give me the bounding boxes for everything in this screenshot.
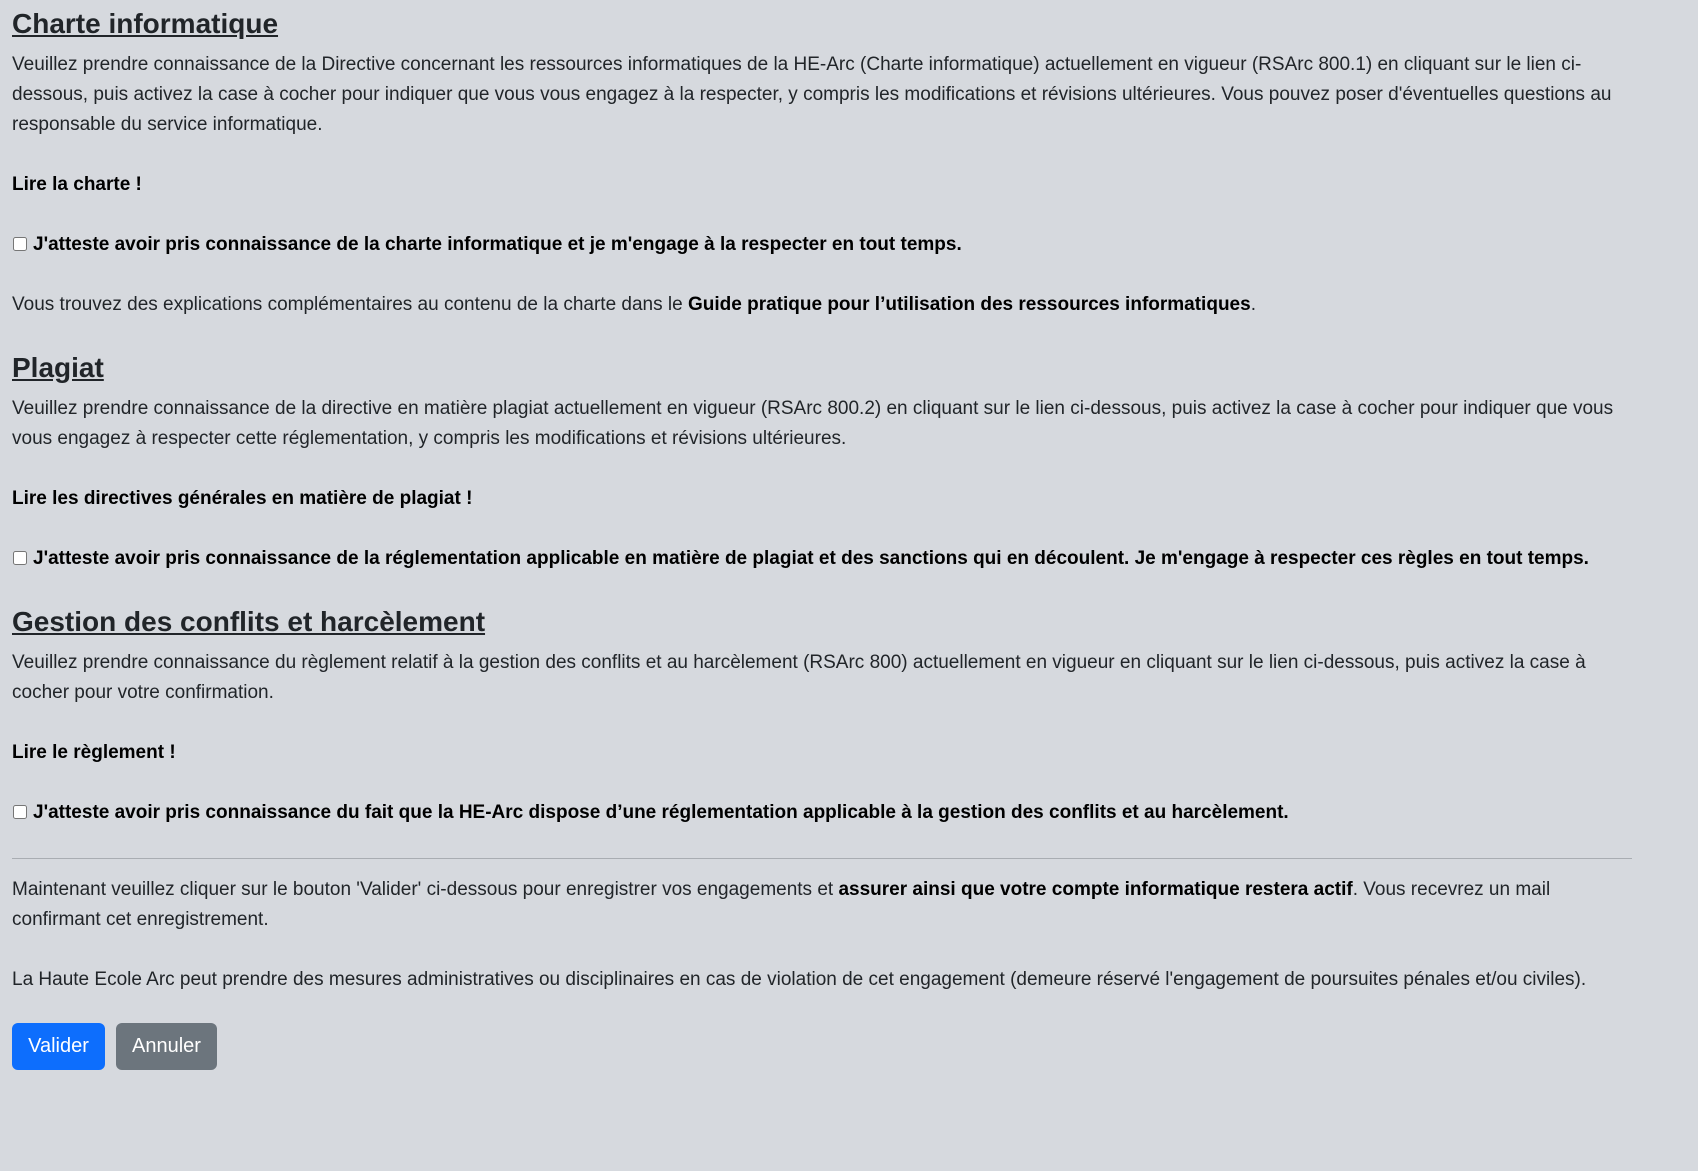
sanctions-warning: La Haute Ecole Arc peut prendre des mesures administratives ou disciplinaires en cas de violation de cet engagement (demeure réservé l'engagement de poursuites pénales et/ou civiles). [12,969,1587,990]
charte-checkbox-label[interactable]: J'atteste avoir pris connaissance de la charte informatique et je m'engage à la respecter en tout temps. [33,234,962,255]
section-description-charte: Veuillez prendre connaissance de la Directive concernant les ressources informatiques de la HE-Arc (Charte informatique) actuellement en vigueur (RSArc 800.1) en cliquant sur le lien ci-dessous, puis activez la case à cocher pour indiquer que vous vous engagez à la respecter, y compris les modifications et révisions ultérieures. Vous pouvez poser d'éventuelles questions au responsable du service informatique. [12,54,1612,135]
form-actions [12,1023,1632,1070]
section-conflits [12,604,1632,828]
section-title-plagiat: Plagiat [12,352,104,383]
section-description-plagiat: Veuillez prendre connaissance de la directive en matière plagiat actuellement en vigueur (RSArc 800.2) en cliquant sur le lien ci-dessous, puis activez la case à cocher pour indiquer que vous vous engagez à respecter cette réglementation, y compris les modifications et révisions ultérieures. [12,398,1614,449]
validate-prefix: Maintenant veuillez cliquer sur le bouton 'Valider' ci-dessous pour enregistrer vos engagements et [12,879,839,900]
plagiat-checkbox-row [12,544,1632,574]
section-charte [12,6,1632,320]
section-plagiat [12,350,1632,574]
charte-checkbox-row [12,230,1632,260]
cancel-button[interactable]: Annuler [116,1023,217,1070]
validate-suffix: . Vous recevrez un mail confirmant cet enregistrement. [12,879,1551,930]
section-description-conflits: Veuillez prendre connaissance du règlement relatif à la gestion des conflits et au harcèlement (RSArc 800) actuellement en vigueur en cliquant sur le lien ci-dessous, puis activez la case à cocher pour votre confirmation. [12,652,1586,703]
divider [12,858,1632,859]
read-charte-link[interactable]: Lire la charte ! [12,174,142,195]
plagiat-checkbox-label[interactable]: J'atteste avoir pris connaissance de la réglementation applicable en matière de plagiat et des sanctions qui en découlent. Je m'engage à respecter ces règles en tout temps. [33,548,1589,569]
read-reglement-link[interactable]: Lire le règlement ! [12,742,176,763]
conflits-checkbox-label[interactable]: J'atteste avoir pris connaissance du fait que la HE-Arc dispose d’une réglementation applicable à la gestion des conflits et au harcèlement. [33,802,1289,823]
section-title-charte: Charte informatique [12,8,279,39]
plagiat-checkbox[interactable] [13,551,27,565]
charte-checkbox[interactable] [13,237,27,251]
guide-prefix: Vous trouvez des explications complémentaires au contenu de la charte dans le [12,294,688,315]
guide-link[interactable]: Guide pratique pour l’utilisation des ressources informatiques [687,294,1251,315]
guide-note [12,290,1632,320]
validate-button[interactable]: Valider [12,1023,105,1070]
conflits-checkbox[interactable] [13,805,27,819]
read-plagiat-link[interactable]: Lire les directives générales en matière de plagiat ! [12,488,473,509]
section-title-conflits: Gestion des conflits et harcèlement [12,606,486,637]
guide-suffix: . [1250,294,1256,315]
validate-instructions [12,875,1632,935]
conflits-checkbox-row [12,798,1632,828]
validate-emphasis: assurer ainsi que votre compte informatique restera actif [838,879,1353,900]
